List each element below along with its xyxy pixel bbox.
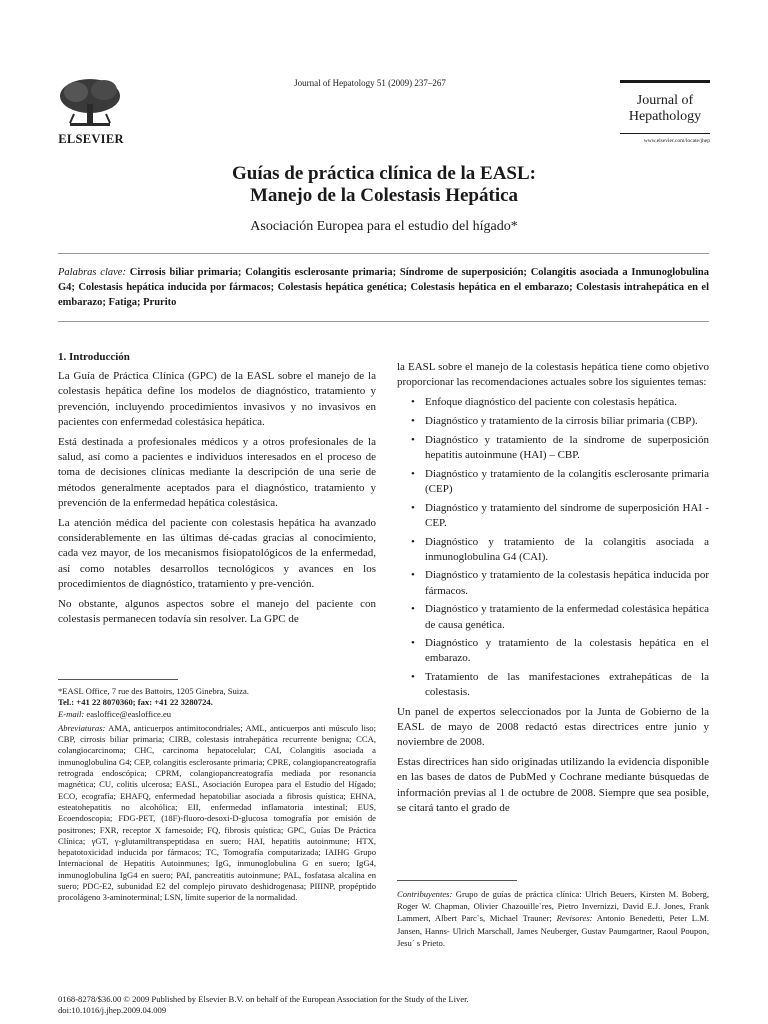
journal-box-rule — [620, 133, 710, 134]
topic-text: Diagnóstico y tratamiento de la síndrome de superposición hepatitis autoinmune (HAI) – CBP. — [425, 433, 709, 462]
keywords-text: Cirrosis biliar primaria; Colangitis esclerosante primaria; Síndrome de superposición; Colangitis asociada a Inmunoglobulina G4; Colestasis hepática inducida por fármacos; Colestasis hepática genética; Colestasis hepática en el embarazo; Colestasis intrahepática en el embarazo; Fatiga; Prurito — [58, 267, 710, 308]
list-item — [397, 535, 709, 565]
footnote-email-label: E-mail: — [58, 708, 85, 719]
abbreviations-label: Abreviaturas: — [58, 722, 106, 733]
contributors-block — [397, 888, 709, 949]
topic-text: Diagnóstico y tratamiento de la colangitis asociada a inmunoglobulina G4 (CAI). — [425, 535, 709, 563]
footnote-abbreviations — [58, 723, 376, 904]
list-item — [397, 568, 709, 598]
topic-text: Diagnóstico y tratamiento de la colestasis hepática inducida por fármacos. — [425, 569, 709, 597]
footnote-phone: Tel.: +41 22 8070360; fax: +41 22 3280724. — [58, 697, 213, 708]
keywords-label: Palabras clave: — [58, 267, 126, 278]
reviewers-text: Antonio Benedetti, Peter L.M. Jansen, Hanns- Ulrich Marschall, James Neuberger, Gustav Paumgartner, Raoul Poupon, Jesu´ s Prieto. — [397, 913, 709, 948]
journal-name-line2: Hepathology — [628, 109, 702, 124]
intro-paragraph-3: La atención médica del paciente con colestasis hepática ha avanzado considerablemente en las últimas dé-cadas gracias al conocimiento, cada vez mayor, de los mecanismos fisiopatológicos de la enfermedad, así como notables desarrollos tecnológicos y avances en los procedimientos de diagnóstico, tratamiento y pre-vención. — [58, 517, 376, 590]
list-item — [397, 501, 709, 531]
journal-box — [620, 80, 710, 144]
footnotes — [58, 686, 376, 907]
list-item — [397, 636, 709, 666]
right-column — [397, 360, 709, 821]
list-item — [397, 414, 709, 429]
bullet-icon: • — [411, 467, 415, 480]
reviewers-label: Revisores: — [556, 913, 593, 924]
article-title — [120, 163, 648, 207]
bullet-icon: • — [411, 569, 415, 582]
section-heading-intro: 1. Introducción — [58, 351, 130, 363]
topic-text: Diagnóstico y tratamiento de la cirrosis biliar primaria (CBP). — [425, 415, 698, 428]
contributors-rule — [397, 880, 517, 881]
bullet-icon: • — [411, 671, 415, 684]
topic-text: Diagnóstico y tratamiento del síndrome de superposición HAI - CEP. — [425, 501, 709, 529]
topic-text: Enfoque diagnóstico del paciente con colestasis hepática. — [425, 396, 677, 409]
article-subtitle: Asociación Europea para el estudio del hígado* — [250, 219, 518, 234]
right-lead-paragraph: la EASL sobre el manejo de la colestasis hepática tiene como objetivo proporcionar las recomendaciones actuales sobre los siguientes temas: — [397, 361, 709, 389]
bullet-icon: • — [411, 501, 415, 514]
doi-line[interactable]: doi:10.1016/j.jhep.2009.04.009 — [58, 1005, 167, 1015]
divider-top — [58, 253, 709, 254]
title-line2: Manejo de la Colestasis Hepática — [249, 185, 519, 206]
bullet-icon: • — [411, 433, 415, 446]
list-item — [397, 670, 709, 700]
bullet-icon: • — [411, 535, 415, 548]
abbreviations-text: AMA, anticuerpos antimitocondriales; AML, anticuerpos anti músculo liso; CBP, cirrosis biliar primaria; CIRB, colestasis intrahepática recurrente benigna; CCA, colangiocarcinoma; CHC, carcinoma hepatocelular; CAI, Colangitis asociada a inmunoglobulina G4; CEP, colangitis esclerosante primaria; CPRE, colangiopancreatografía retrograda endoscópica; CPRM, colangiopancreatografía mediada por resonancia magnética; CU, colitis ulcerosa; EASL, Asociación Europea para el Estudio del Hígado; ECO, ecografía; EHAFQ, enfermedad hepatobiliar asociada a fibrosis quística; EHNA, esteatohepatitis no alcohólica; EII, enfermedad inflamatoria intestinal; EUS, Ecoendoscopia; FDG-PET, (18F)-fluoro-desoxi-D-glucosa tomografía por emisión de positrones; FXR, receptor X farnesoide; FQ, fibrosis quística; GPC, Guías De Práctica Clínica; γGT, γ-glutamiltranspeptidasa en suero; HAI, hepatitis autoinmune; HTX, hepatotoxicidad inducida por fármacos; TC, Tomografía computarizada; IAIHG Grupo Internacional de Hepatitis Autoinmunes; IgG, inmunoglobulina G en suero; IgG4, inmunoglobulina IgG4 en suero; PAI, pancreatitis autoinmune; PAL, fosfatasa alcalina en suero; PDC-E2, subunidad E2 del complejo piruvato deshidrogenasa; PIIINP, propéptido procolágeno 3-aminoterminal; LSN, límite superior de la normalidad. — [58, 722, 376, 903]
contributors-label: Contribuyentes: — [397, 889, 453, 899]
topic-text: Diagnóstico y tratamiento de la colestasis hepática en el embarazo. — [425, 637, 709, 665]
topic-text: Tratamiento de las manifestaciones extrahepáticas de la colestasis. — [425, 671, 709, 699]
bullet-icon: • — [411, 415, 415, 428]
copyright-block — [58, 994, 708, 1016]
footnote-email[interactable]: easloffice@easloffice.eu — [86, 708, 172, 719]
footnote-rule — [58, 679, 178, 680]
copyright-line: 0168-8278/$36.00 © 2009 Published by Elsevier B.V. on behalf of the European Association for the Study of the Liver. — [58, 994, 469, 1004]
topic-text: Diagnóstico y tratamiento de la enfermedad colestásica hepática de causa genética. — [425, 603, 709, 631]
keywords-block — [58, 265, 709, 310]
journal-reference: Journal of Hepatology 51 (2009) 237–267 — [294, 78, 446, 88]
topics-list — [397, 395, 709, 700]
elsevier-tree-icon — [56, 76, 124, 130]
right-paragraph-2: Estas directrices han sido originadas utilizando la evidencia disponible en las bases de datos de PubMed y Cochrane mediante búsquedas de información previas al 1 de octubre de 2008. Siempre que sea posible, se citará tanto el grado de — [397, 756, 709, 814]
list-item — [397, 395, 709, 410]
journal-name-line1: Journal of — [636, 93, 694, 108]
contributors-text: Grupo de guías de práctica clínica: Ulrich Beuers, Kirsten M. Boberg, Roger W. Chapman, Olivier Chazouille`res, Pietro Invernizzi, David E.J. Jones, Frank Lammert, Albert Parc`s, Michael Trauner; — [397, 889, 709, 924]
right-paragraph-1: Un panel de expertos seleccionados por la Junta de Gobierno de la EASL de mayo de 2008 redactó estas directrices entre junio y noviembre de 2008. — [397, 705, 709, 748]
title-line1: Guías de práctica clínica de la EASL: — [232, 163, 536, 184]
footnote-address: *EASL Office, 7 rue des Battoirs, 1205 Ginebra, Suiza. — [58, 686, 249, 696]
journal-url[interactable]: www.elsevier.com/locate/jhep — [643, 138, 710, 144]
list-item — [397, 467, 709, 497]
intro-paragraph-2: Está destinada a profesionales médicos y a otros profesionales de la salud, así como a pacientes e individuos interesados en el proceso de toma de decisiones clínicas mediante la descripción de una serie de métodos generalmente aceptados para el diagnóstico, tratamiento y prevención de la enfermedad hepática colestásica. — [58, 436, 376, 509]
footnote-email-line — [58, 709, 376, 720]
left-column — [58, 350, 376, 632]
bullet-icon: • — [411, 396, 415, 409]
intro-paragraph-1: La Guía de Práctica Clínica (GPC) de la EASL sobre el manejo de la colestasis hepática define los modelos de diagnóstico, tratamiento y prevención, incluyendo procedimientos invasivos y no invasivos en pacientes con enfermedad colestásica hepática. — [58, 370, 376, 428]
list-item — [397, 602, 709, 632]
bullet-icon: • — [411, 637, 415, 650]
divider-bottom — [58, 321, 709, 322]
intro-paragraph-4: No obstante, algunos aspectos sobre el manejo del paciente con colestasis permanecen todavía sin resolver. La GPC de — [58, 598, 376, 626]
bullet-icon: • — [411, 603, 415, 616]
list-item — [397, 433, 709, 463]
publisher-logo-text: ELSEVIER — [58, 132, 124, 146]
topic-text: Diagnóstico y tratamiento de la colangitis esclerosante primaria (CEP) — [425, 467, 709, 495]
